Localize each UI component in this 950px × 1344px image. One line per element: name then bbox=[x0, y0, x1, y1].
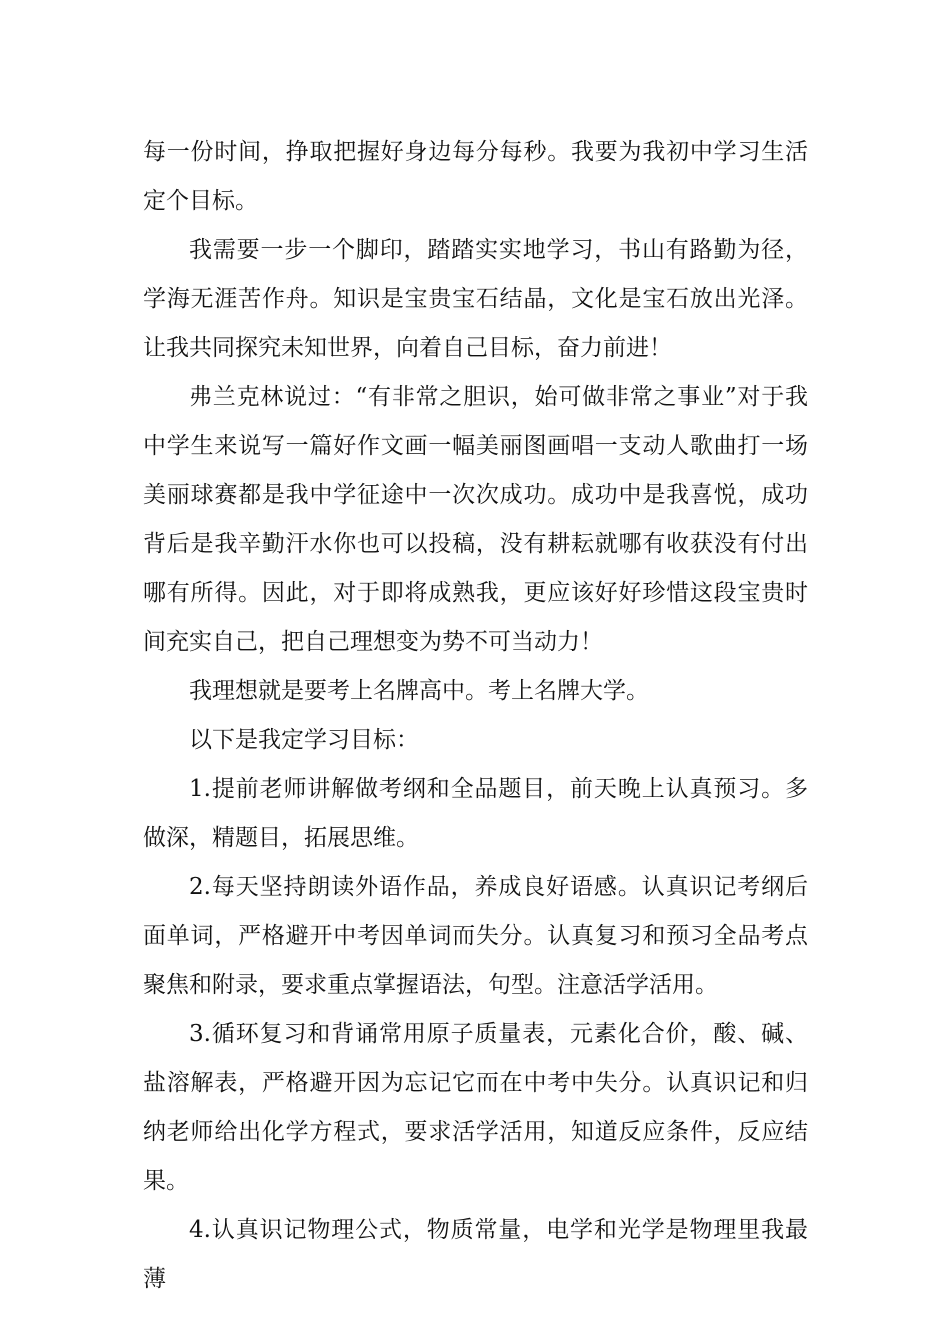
paragraph-continued: 每一份时间，挣取把握好身边每分每秒。我要为我初中学习生活定个目标。 bbox=[143, 139, 808, 214]
list-item-goal-1: 1.提前老师讲解做考纲和全品题目，前天晚上认真预习。多做深，精题目，拓展思维。 bbox=[143, 776, 808, 851]
paragraph: 以下是我定学习目标： bbox=[189, 727, 419, 753]
paragraph: 我需要一步一个脚印，踏踏实实地学习，书山有路勤为径，学海无涯苦作舟。知识是宝贵宝石结晶，文化是宝石放出光泽。让我共同探究未知世界，向着自己目标，奋力前进！ bbox=[143, 237, 808, 361]
document-body bbox=[143, 128, 808, 1304]
paragraph: 弗兰克林说过：“有非常之胆识，始可做非常之事业”对于我中学生来说写一篇好作文画一幅美丽图画唱一支动人歌曲打一场美丽球赛都是我中学征途中一次次成功。成功中是我喜悦，成功背后是我辛勤汗水你也可以投稿，没有耕耘就哪有收获没有付出哪有所得。因此，对于即将成熟我，更应该好好珍惜这段宝贵时间充实自己，把自己理想变为势不可当动力！ bbox=[143, 384, 808, 655]
list-item-goal-4: 4.认真识记物理公式，物质常量，电学和光学是物理里我最薄 bbox=[143, 1217, 808, 1292]
list-item-goal-3: 3.循环复习和背诵常用原子质量表，元素化合价，酸、碱、盐溶解表，严格避开因为忘记它而在中考中失分。认真识记和归纳老师给出化学方程式，要求活学活用，知道反应条件，反应结果。 bbox=[143, 1021, 808, 1194]
list-item-goal-2: 2.每天坚持朗读外语作品，养成良好语感。认真识记考纲后面单词，严格避开中考因单词而失分。认真复习和预习全品考点聚焦和附录，要求重点掌握语法，句型。注意活学活用。 bbox=[143, 874, 808, 998]
paragraph: 我理想就是要考上名牌高中。考上名牌大学。 bbox=[189, 678, 649, 704]
